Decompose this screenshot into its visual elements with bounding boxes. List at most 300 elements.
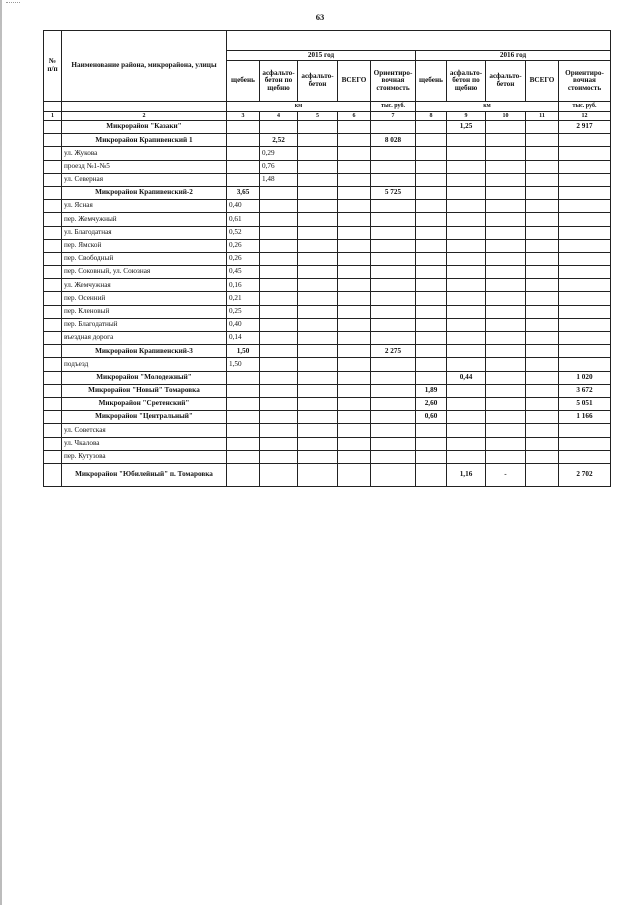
street-name: пер. Кутузова — [62, 450, 227, 463]
cell-col-6 — [338, 134, 371, 147]
street-name: пер. Свободный — [62, 252, 227, 265]
cell-col-6 — [338, 226, 371, 239]
cell-col-11 — [526, 397, 559, 410]
table-row-street — [44, 450, 611, 463]
street-name: ул. Благодатная — [62, 226, 227, 239]
cell-col-3 — [227, 134, 260, 147]
cell-col-4 — [260, 450, 298, 463]
cell-col-9 — [447, 332, 486, 345]
col-vsego-2016: ВСЕГО — [526, 61, 559, 102]
cell-col-11 — [526, 213, 559, 226]
cell-col-4 — [260, 332, 298, 345]
cell-col-7 — [371, 147, 416, 160]
cell-col-3 — [227, 437, 260, 450]
cell-col-3: 3,65 — [227, 186, 260, 199]
table-row-street — [44, 226, 611, 239]
cell-col-12 — [559, 437, 611, 450]
cell-col-9 — [447, 213, 486, 226]
cell-col-10 — [486, 200, 526, 213]
cell-col-5 — [298, 200, 338, 213]
cell-col-10 — [486, 397, 526, 410]
row-number-cell — [44, 318, 62, 331]
cell-col-8 — [416, 371, 447, 384]
row-number-cell — [44, 186, 62, 199]
cell-col-11 — [526, 305, 559, 318]
cell-col-7 — [371, 266, 416, 279]
cell-col-8 — [416, 450, 447, 463]
cell-col-12 — [559, 134, 611, 147]
cell-col-8 — [416, 121, 447, 134]
cell-col-6 — [338, 463, 371, 486]
cell-col-5 — [298, 371, 338, 384]
district-name: Микрорайон "Молодежный" — [62, 371, 227, 384]
cell-col-4: 2,52 — [260, 134, 298, 147]
cell-col-12 — [559, 424, 611, 437]
district-name: Микрорайон Крапивенский-2 — [62, 186, 227, 199]
cell-col-12 — [559, 173, 611, 186]
table-row-street — [44, 147, 611, 160]
cell-col-6 — [338, 332, 371, 345]
cell-col-12 — [559, 200, 611, 213]
table-row-district — [44, 186, 611, 199]
cell-col-11 — [526, 121, 559, 134]
year-2015-header: 2015 год — [227, 51, 416, 61]
cell-col-12 — [559, 279, 611, 292]
district-name: Микрорайон Крапивенский-3 — [62, 345, 227, 358]
cell-col-4 — [260, 345, 298, 358]
cell-col-9 — [447, 160, 486, 173]
district-name: Микрорайон "Юбилейный" п. Томаровка — [62, 463, 227, 486]
cell-col-3 — [227, 371, 260, 384]
cell-col-8 — [416, 437, 447, 450]
cell-col-12 — [559, 147, 611, 160]
col-number-12: 12 — [559, 112, 611, 121]
cell-col-3 — [227, 397, 260, 410]
cell-col-11 — [526, 463, 559, 486]
col-num-header: № п/п — [44, 31, 62, 102]
cell-col-6 — [338, 397, 371, 410]
table-row-district — [44, 371, 611, 384]
col-asf-2016: асфальто-бетон — [486, 61, 526, 102]
cell-col-4 — [260, 279, 298, 292]
cell-col-9 — [447, 411, 486, 424]
cell-col-3 — [227, 411, 260, 424]
cell-col-11 — [526, 358, 559, 371]
cell-col-5 — [298, 463, 338, 486]
district-name: Микрорайон "Центральный" — [62, 411, 227, 424]
cell-col-9 — [447, 266, 486, 279]
cell-col-12 — [559, 345, 611, 358]
cell-col-3: 0,25 — [227, 305, 260, 318]
cell-col-6 — [338, 411, 371, 424]
cell-col-8 — [416, 239, 447, 252]
cell-col-10 — [486, 252, 526, 265]
cell-col-8 — [416, 318, 447, 331]
cell-col-9 — [447, 358, 486, 371]
table-row-street — [44, 305, 611, 318]
cell-col-3: 1,50 — [227, 345, 260, 358]
cell-col-12: 1 166 — [559, 411, 611, 424]
cell-col-9 — [447, 424, 486, 437]
cell-col-3 — [227, 173, 260, 186]
district-name: Микрорайон "Сретенский" — [62, 397, 227, 410]
street-name: пер. Соковный, ул. Союзная — [62, 266, 227, 279]
cell-col-4 — [260, 397, 298, 410]
cell-col-6 — [338, 305, 371, 318]
cell-col-6 — [338, 173, 371, 186]
cell-col-7: 5 725 — [371, 186, 416, 199]
cell-col-9 — [447, 292, 486, 305]
cell-col-5 — [298, 411, 338, 424]
table-row-district — [44, 345, 611, 358]
col-shcheben-2015: щебень — [227, 61, 260, 102]
cell-col-8 — [416, 292, 447, 305]
cell-col-8 — [416, 147, 447, 160]
cell-col-6 — [338, 318, 371, 331]
col-orient-2015: Ориентиро-вочная стоимость — [371, 61, 416, 102]
row-number-cell — [44, 384, 62, 397]
cell-col-4: 1,48 — [260, 173, 298, 186]
cell-col-3: 0,40 — [227, 200, 260, 213]
cell-col-8 — [416, 279, 447, 292]
scan-corner-mark — [6, 2, 20, 4]
cell-col-9 — [447, 173, 486, 186]
col-vsego-2015: ВСЕГО — [338, 61, 371, 102]
cell-col-11 — [526, 437, 559, 450]
cell-col-9 — [447, 239, 486, 252]
cell-col-6 — [338, 160, 371, 173]
cell-col-7 — [371, 411, 416, 424]
table-row-street — [44, 252, 611, 265]
cell-col-4 — [260, 463, 298, 486]
cell-col-8 — [416, 200, 447, 213]
cell-col-5 — [298, 384, 338, 397]
cell-col-5 — [298, 450, 338, 463]
cell-col-12 — [559, 358, 611, 371]
cell-col-5 — [298, 213, 338, 226]
cell-col-3 — [227, 450, 260, 463]
cell-col-7 — [371, 424, 416, 437]
cell-col-11 — [526, 226, 559, 239]
cell-col-6 — [338, 147, 371, 160]
cell-col-6 — [338, 200, 371, 213]
table-row-street — [44, 173, 611, 186]
table-row-street — [44, 437, 611, 450]
cell-col-7 — [371, 173, 416, 186]
district-name: Микрорайон "Новый" Томаровка — [62, 384, 227, 397]
street-name: ул. Северная — [62, 173, 227, 186]
cell-col-7 — [371, 160, 416, 173]
cell-col-12: 5 051 — [559, 397, 611, 410]
cell-col-8 — [416, 134, 447, 147]
units-rub-2015: тыс. руб. — [371, 102, 416, 112]
row-number-cell — [44, 121, 62, 134]
cell-col-12 — [559, 318, 611, 331]
cell-col-7 — [371, 397, 416, 410]
row-number-cell — [44, 371, 62, 384]
cell-col-12: 3 672 — [559, 384, 611, 397]
cell-col-10 — [486, 411, 526, 424]
col-number-10: 10 — [486, 112, 526, 121]
cell-col-12 — [559, 292, 611, 305]
table-row-district — [44, 121, 611, 134]
cell-col-12: 1 020 — [559, 371, 611, 384]
table-row-district — [44, 384, 611, 397]
cell-col-5 — [298, 345, 338, 358]
cell-col-4: 0,76 — [260, 160, 298, 173]
cell-col-8 — [416, 252, 447, 265]
cell-col-5 — [298, 134, 338, 147]
cell-col-9: 1,16 — [447, 463, 486, 486]
cell-col-11 — [526, 318, 559, 331]
cell-col-4 — [260, 200, 298, 213]
cell-col-3: 1,50 — [227, 358, 260, 371]
cell-col-10 — [486, 226, 526, 239]
cell-col-10 — [486, 371, 526, 384]
cell-col-8 — [416, 266, 447, 279]
cell-col-4 — [260, 384, 298, 397]
cell-col-9 — [447, 305, 486, 318]
cell-col-10 — [486, 305, 526, 318]
col-number-8: 8 — [416, 112, 447, 121]
cell-col-10 — [486, 121, 526, 134]
cell-col-4 — [260, 371, 298, 384]
cell-col-7 — [371, 358, 416, 371]
cell-col-8 — [416, 226, 447, 239]
cell-col-6 — [338, 424, 371, 437]
cell-col-11 — [526, 450, 559, 463]
units-blank-1 — [44, 102, 62, 112]
cell-col-8: 1,89 — [416, 384, 447, 397]
cell-col-4 — [260, 411, 298, 424]
cell-col-4: 0,29 — [260, 147, 298, 160]
col-name-header: Наименование района, микрорайона, улицы — [62, 31, 227, 102]
cell-col-6 — [338, 384, 371, 397]
col-orient-2016: Ориентиро-вочная стоимость — [559, 61, 611, 102]
street-name: пер. Кленовый — [62, 305, 227, 318]
cell-col-7: 2 275 — [371, 345, 416, 358]
row-number-cell — [44, 134, 62, 147]
cell-col-8 — [416, 463, 447, 486]
table-row-district — [44, 411, 611, 424]
cell-col-10 — [486, 437, 526, 450]
table-row-street — [44, 213, 611, 226]
cell-col-9 — [447, 186, 486, 199]
street-name: ул. Чкалова — [62, 437, 227, 450]
cell-col-6 — [338, 186, 371, 199]
cell-col-8 — [416, 160, 447, 173]
cell-col-7 — [371, 200, 416, 213]
cell-col-10 — [486, 266, 526, 279]
cell-col-10 — [486, 239, 526, 252]
cell-col-7 — [371, 332, 416, 345]
cell-col-11 — [526, 345, 559, 358]
cell-col-3 — [227, 121, 260, 134]
cell-col-5 — [298, 252, 338, 265]
cell-col-8 — [416, 358, 447, 371]
cell-col-8 — [416, 186, 447, 199]
cell-col-9 — [447, 200, 486, 213]
row-number-cell — [44, 213, 62, 226]
cell-col-11 — [526, 411, 559, 424]
cell-col-6 — [338, 345, 371, 358]
cell-col-8 — [416, 345, 447, 358]
cell-col-5 — [298, 266, 338, 279]
col-asf-po-shch-2015: асфальто-бетон по щебню — [260, 61, 298, 102]
street-name: ул. Советская — [62, 424, 227, 437]
cell-col-10 — [486, 318, 526, 331]
cell-col-7 — [371, 292, 416, 305]
cell-col-6 — [338, 121, 371, 134]
cell-col-7 — [371, 318, 416, 331]
cell-col-6 — [338, 437, 371, 450]
table-row-street — [44, 318, 611, 331]
scan-edge — [0, 0, 2, 905]
street-name: ул. Жукова — [62, 147, 227, 160]
cell-col-11 — [526, 424, 559, 437]
units-blank-2 — [62, 102, 227, 112]
cell-col-8: 2,60 — [416, 397, 447, 410]
cell-col-6 — [338, 252, 371, 265]
cell-col-4 — [260, 424, 298, 437]
cell-col-11 — [526, 200, 559, 213]
cell-col-9: 1,25 — [447, 121, 486, 134]
cell-col-7 — [371, 450, 416, 463]
cell-col-7 — [371, 463, 416, 486]
cell-col-7: 8 028 — [371, 134, 416, 147]
cell-col-4 — [260, 213, 298, 226]
cell-col-11 — [526, 147, 559, 160]
cell-col-4 — [260, 318, 298, 331]
cell-col-5 — [298, 318, 338, 331]
table-row-street — [44, 332, 611, 345]
table-row-district — [44, 134, 611, 147]
cell-col-9 — [447, 134, 486, 147]
units-rub-2016: тыс. руб. — [559, 102, 611, 112]
cell-col-3: 0,16 — [227, 279, 260, 292]
table-row-street — [44, 358, 611, 371]
table-row-street — [44, 292, 611, 305]
cell-col-3 — [227, 424, 260, 437]
table-row-street — [44, 160, 611, 173]
cell-col-8 — [416, 424, 447, 437]
cell-col-5 — [298, 292, 338, 305]
row-number-cell — [44, 411, 62, 424]
cell-col-4 — [260, 186, 298, 199]
street-name: пер. Ямской — [62, 239, 227, 252]
street-name: пер. Осенний — [62, 292, 227, 305]
row-number-cell — [44, 358, 62, 371]
col-number-7: 7 — [371, 112, 416, 121]
cell-col-4 — [260, 121, 298, 134]
row-number-cell — [44, 292, 62, 305]
cell-col-7 — [371, 437, 416, 450]
row-number-cell — [44, 239, 62, 252]
cell-col-11 — [526, 173, 559, 186]
row-number-cell — [44, 397, 62, 410]
year-2016-header: 2016 год — [416, 51, 611, 61]
cell-col-10 — [486, 345, 526, 358]
col-number-11: 11 — [526, 112, 559, 121]
row-number-cell — [44, 279, 62, 292]
cell-col-12 — [559, 266, 611, 279]
row-number-cell — [44, 332, 62, 345]
cell-col-9 — [447, 437, 486, 450]
header-blank-cell — [227, 31, 611, 51]
row-number-cell — [44, 345, 62, 358]
table-row-district — [44, 463, 611, 486]
cell-col-5 — [298, 186, 338, 199]
cell-col-4 — [260, 239, 298, 252]
table-row-district — [44, 397, 611, 410]
cell-col-10 — [486, 292, 526, 305]
cell-col-12 — [559, 226, 611, 239]
district-name: Микрорайон Крапивенский 1 — [62, 134, 227, 147]
cell-col-6 — [338, 358, 371, 371]
header-col-numbers-row — [44, 112, 611, 121]
col-number-2: 2 — [62, 112, 227, 121]
cell-col-3 — [227, 463, 260, 486]
cell-col-6 — [338, 450, 371, 463]
cell-col-11 — [526, 279, 559, 292]
cell-col-8 — [416, 173, 447, 186]
cell-col-11 — [526, 134, 559, 147]
cell-col-10 — [486, 186, 526, 199]
cell-col-5 — [298, 437, 338, 450]
street-name: подъезд — [62, 358, 227, 371]
cell-col-11 — [526, 160, 559, 173]
cell-col-11 — [526, 266, 559, 279]
cell-col-6 — [338, 239, 371, 252]
table-row-street — [44, 279, 611, 292]
cell-col-6 — [338, 213, 371, 226]
col-number-1: 1 — [44, 112, 62, 121]
cell-col-10 — [486, 279, 526, 292]
cell-col-10 — [486, 173, 526, 186]
header-units-row — [44, 102, 611, 112]
cell-col-4 — [260, 292, 298, 305]
col-asf-po-shch-2016: асфальто-бетон по щебню — [447, 61, 486, 102]
street-name: проезд №1-№5 — [62, 160, 227, 173]
cell-col-3: 0,61 — [227, 213, 260, 226]
street-name: ул. Ясная — [62, 200, 227, 213]
cell-col-11 — [526, 239, 559, 252]
cell-col-9 — [447, 226, 486, 239]
cell-col-12 — [559, 450, 611, 463]
cell-col-10 — [486, 147, 526, 160]
cell-col-10 — [486, 384, 526, 397]
cell-col-11 — [526, 292, 559, 305]
row-number-cell — [44, 226, 62, 239]
row-number-cell — [44, 252, 62, 265]
cell-col-8 — [416, 213, 447, 226]
cell-col-5 — [298, 358, 338, 371]
cell-col-12 — [559, 160, 611, 173]
cell-col-10 — [486, 450, 526, 463]
street-name: пер. Жемчужный — [62, 213, 227, 226]
cell-col-7 — [371, 279, 416, 292]
cell-col-3 — [227, 147, 260, 160]
row-number-cell — [44, 463, 62, 486]
cell-col-12 — [559, 186, 611, 199]
cell-col-11 — [526, 371, 559, 384]
cell-col-11 — [526, 332, 559, 345]
page-number: 63 — [315, 12, 325, 22]
cell-col-5 — [298, 279, 338, 292]
cell-col-3: 0,14 — [227, 332, 260, 345]
cell-col-12 — [559, 332, 611, 345]
row-number-cell — [44, 200, 62, 213]
